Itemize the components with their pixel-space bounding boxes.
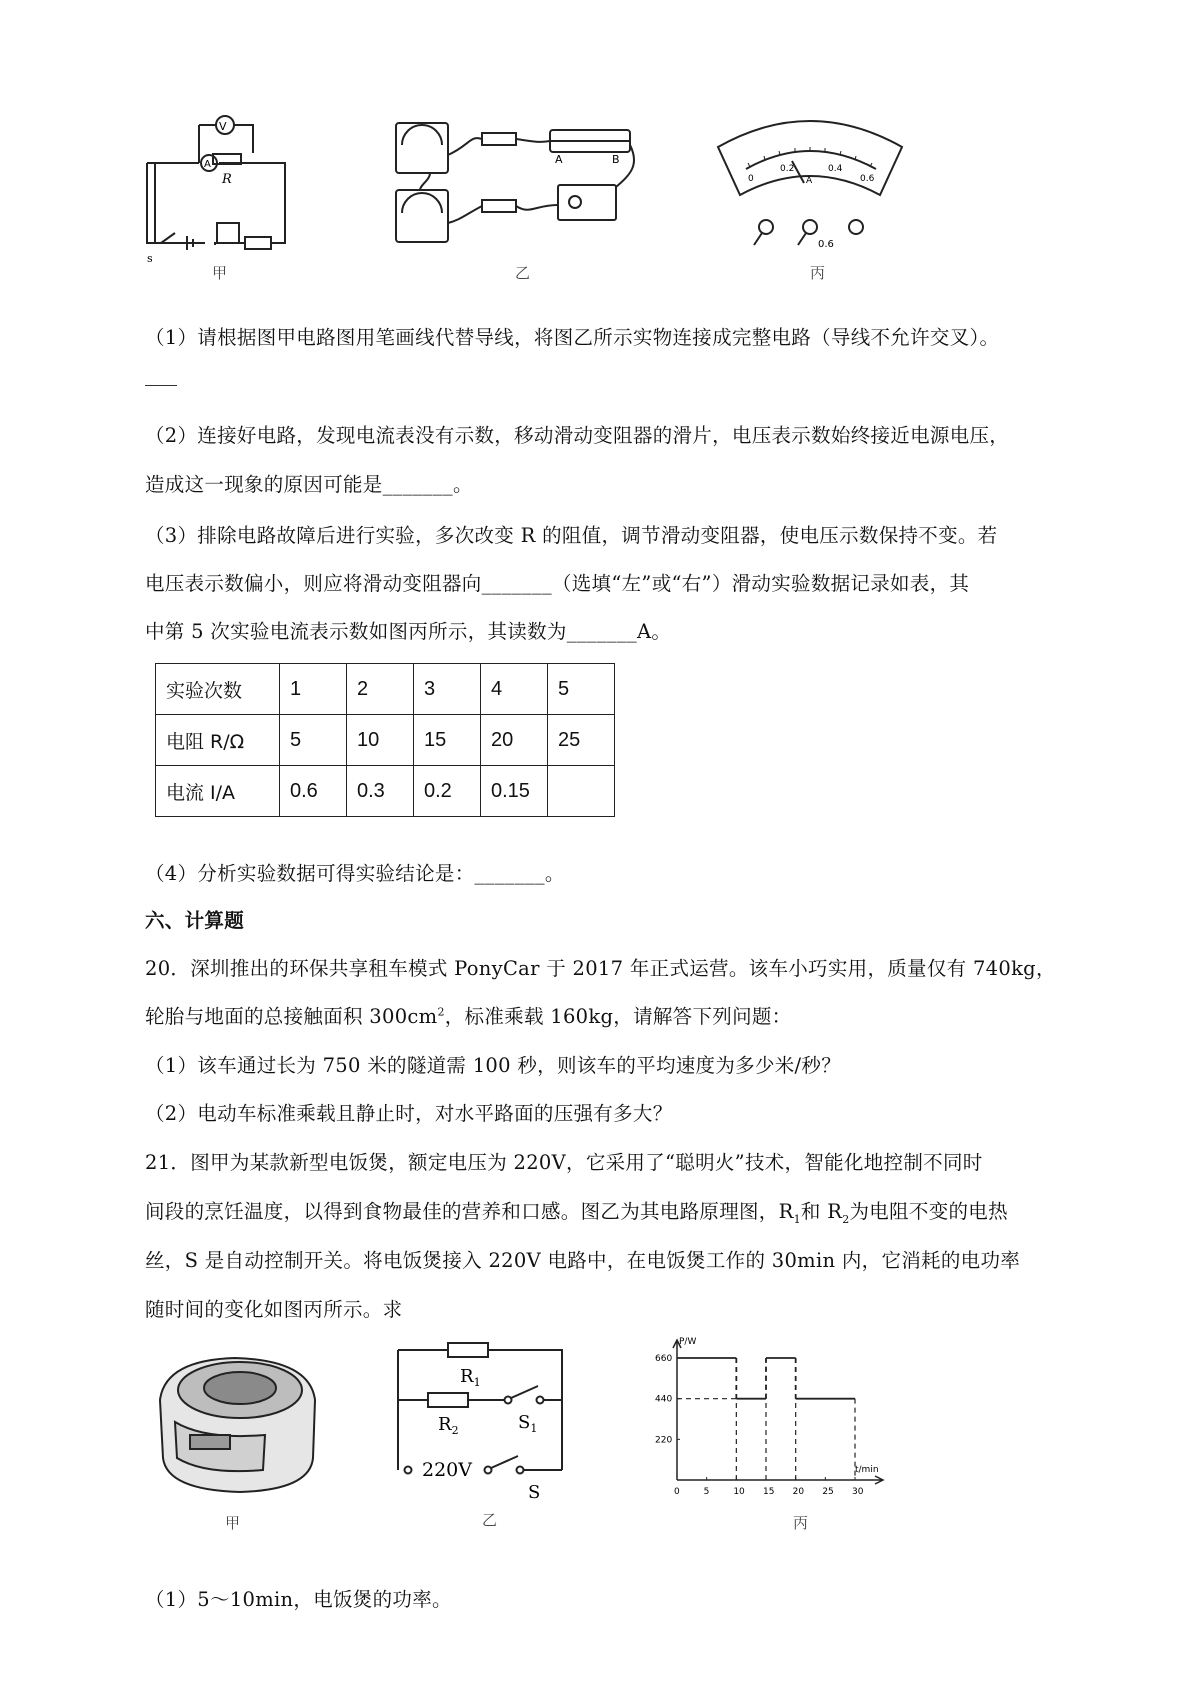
meter-scale-02: 0.2 (780, 164, 795, 174)
table-cell: 5 (548, 664, 615, 715)
question-1: （1）请根据图甲电路图用笔画线代替导线，将图乙所示实物连接成完整电路（导线不允许交叉）。 (145, 326, 1000, 349)
table-cell: 20 (481, 715, 548, 766)
physical-circuit-yi (390, 105, 650, 280)
problem-21-line-1: 21．图甲为某款新型电饭煲，额定电压为 220V，它采用了“聪明火”技术，智能化地控制不同时 (145, 1151, 983, 1174)
caption-bing: 丙 (810, 264, 826, 280)
ammeter-label: A (204, 159, 211, 170)
r2-label: $R_2$ (438, 1414, 459, 1437)
table-row (156, 664, 615, 715)
x-tick-label: 5 (703, 1487, 710, 1497)
table-cell (548, 766, 615, 817)
x-tick-label: 30 (852, 1487, 864, 1497)
problem-20-sub-1: （1）该车通过长为 750 米的隧道需 100 秒，则该车的平均速度为多少米/秒？ (145, 1054, 842, 1077)
x-tick-label: 15 (763, 1487, 775, 1497)
table-cell: 10 (347, 715, 414, 766)
r1-subscript: 1 (793, 1212, 801, 1226)
power-time-chart (655, 1330, 900, 1535)
table-cell: 25 (548, 715, 615, 766)
table-header-cell: 电流 I/A (156, 766, 280, 817)
switch-label: s (147, 252, 153, 265)
table-cell: 0.2 (414, 766, 481, 817)
problem-20-line-2b: ，标准乘载 160kg，请解答下列问题： (444, 1005, 792, 1028)
problem-21-line-2b: 和 R (800, 1200, 843, 1223)
x-tick-label: 25 (822, 1487, 834, 1497)
table-cell: 0.3 (347, 766, 414, 817)
ammeter-dial-bing (710, 105, 910, 280)
caption-bing-bottom: 丙 (793, 1514, 809, 1532)
r2-subscript: 2 (842, 1212, 850, 1226)
y-tick-label: 660 (655, 1354, 673, 1364)
caption-yi: 乙 (515, 264, 531, 280)
circuit-diagram-jia (135, 105, 325, 280)
answer-blank-1 (145, 385, 177, 386)
problem-21-line-2 (145, 1196, 1008, 1226)
meter-scale-04: 0.4 (828, 164, 843, 174)
voltage-label: 220V (422, 1459, 472, 1481)
caption-yi-bottom: 乙 (482, 1511, 498, 1529)
table-cell: 15 (414, 715, 481, 766)
meter-unit-label: A (806, 176, 813, 186)
question-4: （4）分析实验数据可得实验结论是：_______。 (145, 862, 565, 885)
caption-jia: 甲 (212, 264, 228, 280)
rheostat-a-label: A (555, 153, 563, 166)
table-row (156, 715, 615, 766)
table-header-cell: 实验次数 (156, 664, 280, 715)
area-unit-superscript: 2 (437, 1005, 445, 1019)
caption-jia-bottom: 甲 (225, 1514, 241, 1532)
problem-21-line-3: 丝，S 是自动控制开关。将电饭煲接入 220V 电路中，在电饭煲工作的 30min 内，它消耗的电功率 (145, 1249, 1021, 1272)
section-title: 六、计算题 (145, 909, 245, 932)
y-axis-label: P/W (679, 1337, 697, 1347)
question-3-line-3: 中第 5 次实验电流表示数如图丙所示，其读数为_______A。 (145, 620, 672, 643)
table-cell: 2 (347, 664, 414, 715)
question-2-line-2: 造成这一现象的原因可能是_______。 (145, 473, 473, 496)
s1-label: $S_1$ (518, 1412, 538, 1435)
question-3-line-1: （3）排除电路故障后进行实验，多次改变 R 的阻值，调节滑动变阻器，使电压示数保持不变。若 (145, 524, 998, 547)
problem-20-line-2a: 轮胎与地面的总接触面积 300cm (145, 1005, 438, 1028)
problem-21-line-4: 随时间的变化如图丙所示。求 (145, 1298, 403, 1321)
x-tick-label: 10 (733, 1487, 745, 1497)
table-row (156, 766, 615, 817)
rheostat-b-label: B (612, 153, 620, 166)
problem-20-sub-2: （2）电动车标准乘载且静止时，对水平路面的压强有多大？ (145, 1102, 673, 1125)
rice-cooker-image (145, 1340, 325, 1535)
x-tick-label: 0 (674, 1487, 680, 1497)
table-cell: 0.6 (280, 766, 347, 817)
problem-21-line-2a: 间段的烹饪温度，以得到食物最佳的营养和口感。图乙为其电路原理图，R (145, 1200, 794, 1223)
question-2-line-1: （2）连接好电路，发现电流表没有示数，移动滑动变阻器的滑片，电压表示数始终接近电源电压， (145, 424, 1010, 447)
table-cell: 1 (280, 664, 347, 715)
resistor-label: R (222, 172, 232, 187)
problem-20-line-1: 20．深圳推出的环保共享租车模式 PonyCar 于 2017 年正式运营。该车小巧实用，质量仅有 740kg， (145, 957, 1056, 980)
cooker-circuit-diagram (390, 1330, 590, 1535)
table-cell: 5 (280, 715, 347, 766)
meter-scale-06: 0.6 (860, 174, 875, 184)
experiment-data-table (155, 663, 615, 817)
y-tick-label: 220 (655, 1435, 673, 1446)
problem-21-sub-1: （1）5～10min，电饭煲的功率。 (145, 1588, 452, 1611)
r1-label: $R_1$ (460, 1366, 481, 1389)
question-3-line-2: 电压表示数偏小，则应将滑动变阻器向_______（选填“左”或“右”）滑动实验数据记录如表，其 (145, 572, 970, 595)
problem-20-line-2 (145, 1001, 791, 1029)
x-tick-label: 20 (792, 1487, 805, 1497)
table-cell: 3 (414, 664, 481, 715)
table-cell: 4 (481, 664, 548, 715)
voltmeter-label: V (219, 120, 227, 133)
terminal-06-label: 0.6 (818, 239, 834, 250)
problem-21-line-2c: 为电阻不变的电热 (849, 1200, 1008, 1223)
y-tick-label: 440 (655, 1394, 673, 1405)
x-axis-label: t/min (855, 1465, 879, 1475)
switch-s-label: S (528, 1482, 541, 1503)
table-header-cell: 电阻 R/Ω (156, 715, 280, 766)
table-cell: 0.15 (481, 766, 548, 817)
meter-scale-0: 0 (748, 174, 754, 184)
